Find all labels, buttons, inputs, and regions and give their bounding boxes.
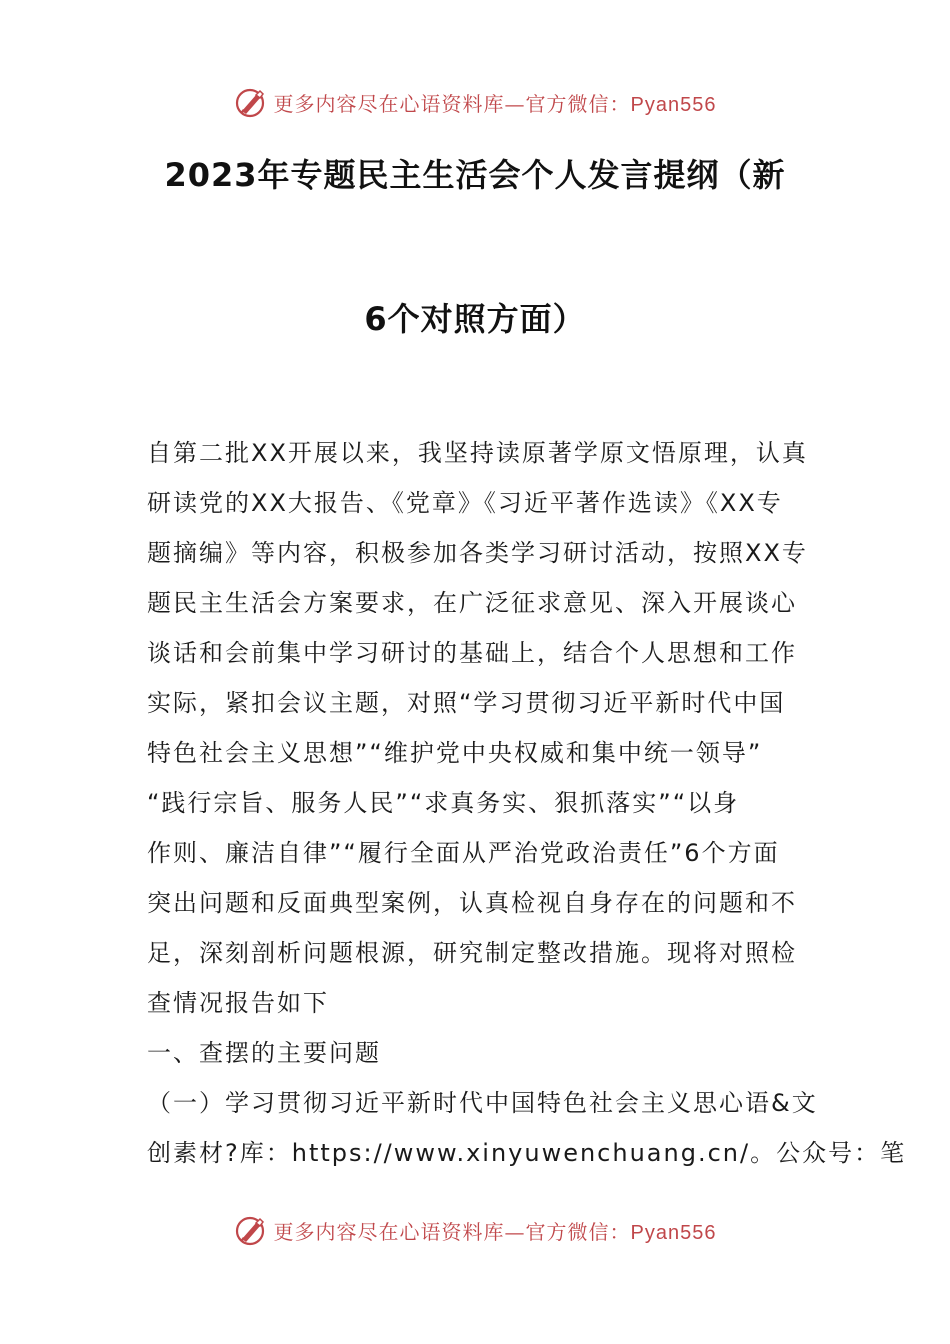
body-line: 题民主生活会方案要求，在广泛征求意见、深入开展谈心 — [147, 589, 797, 617]
body-line: 研读党的XX大报告、《党章》《习近平著作选读》《XX专 — [147, 489, 783, 517]
footer-watermark — [0, 1210, 950, 1250]
body-line: 特色社会主义思想”“维护党中央权威和集中统一领导” — [147, 739, 763, 767]
body-line: 足，深刻剖析问题根源，研究制定整改措施。现将对照检 — [147, 939, 797, 967]
body-line: 作则、廉洁自律”“履行全面从严治党政治责任”6个方面 — [147, 839, 780, 867]
watermark-text: 更多内容尽在心语资料库—官方微信：Pyan556 — [273, 1219, 717, 1244]
pen-logo-icon — [234, 1213, 268, 1247]
document-title-line-1: 2023年专题民主生活会个人发言提纲（新 — [164, 156, 786, 194]
document-title-line-2: 6个对照方面） — [364, 300, 586, 338]
body-line: 实际，紧扣会议主题，对照“学习贯彻习近平新时代中国 — [147, 689, 786, 717]
body-line: 突出问题和反面典型案例，认真检视自身存在的问题和不 — [147, 889, 797, 917]
body-line: 谈话和会前集中学习研讨的基础上，结合个人思想和工作 — [147, 639, 797, 667]
pen-logo-icon — [234, 85, 268, 119]
body-line: 一、查摆的主要问题 — [147, 1039, 381, 1067]
header-watermark — [0, 82, 950, 122]
body-line: 查情况报告如下 — [147, 989, 329, 1017]
watermark-text: 更多内容尽在心语资料库—官方微信：Pyan556 — [273, 91, 717, 116]
body-line: （一）学习贯彻习近平新时代中国特色社会主义思心语&文 — [147, 1089, 818, 1117]
body-line: 创素材?库：https://www.xinyuwenchuang.cn/。公众号：笔 — [147, 1139, 907, 1167]
body-line: “践行宗旨、服务人民”“求真务实、狠抓落实”“以身 — [147, 789, 740, 817]
body-line: 题摘编》等内容，积极参加各类学习研讨活动，按照XX专 — [147, 539, 808, 567]
body-line: 自第二批XX开展以来，我坚持读原著学原文悟原理，认真 — [147, 439, 808, 467]
